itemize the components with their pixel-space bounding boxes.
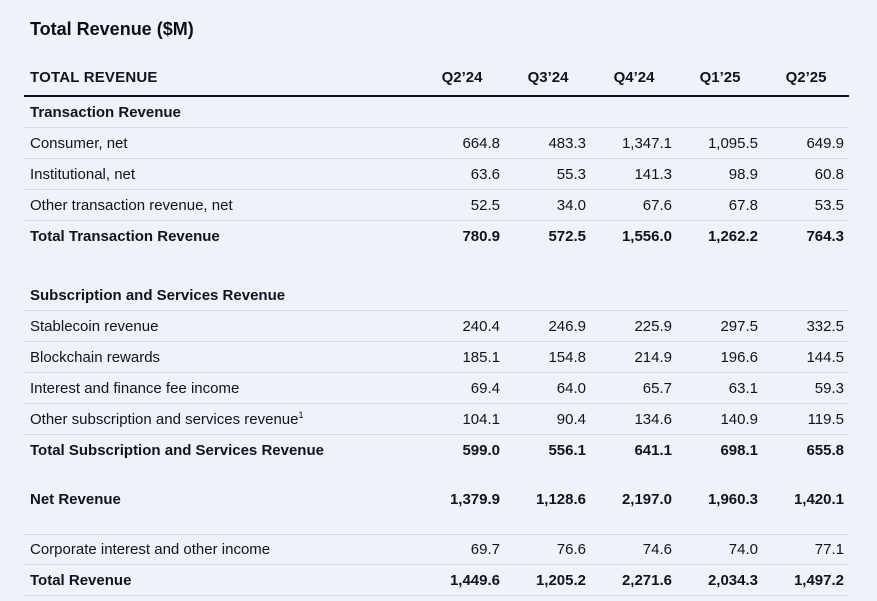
cell-value: 240.4 bbox=[462, 317, 500, 335]
revenue-table bbox=[24, 60, 849, 596]
cell-value: 119.5 bbox=[807, 410, 844, 428]
cell-value: 90.4 bbox=[556, 410, 586, 428]
table-row-net-revenue bbox=[24, 484, 849, 515]
cell-value: 297.5 bbox=[720, 317, 758, 335]
cell-value: 67.8 bbox=[728, 196, 758, 214]
cell-value: 764.3 bbox=[806, 228, 844, 245]
table-row-blockchain-rewards bbox=[24, 342, 849, 373]
cell-value: 76.6 bbox=[556, 541, 586, 558]
cell-value: 246.9 bbox=[548, 317, 586, 335]
cell-value: 65.7 bbox=[642, 379, 672, 397]
table-row-other-transaction-revenue bbox=[24, 190, 849, 221]
cell-value: 2,034.3 bbox=[707, 571, 758, 589]
row-label: Consumer, net bbox=[30, 134, 128, 152]
cell-value: 1,449.6 bbox=[449, 571, 500, 589]
table-row-stablecoin-revenue bbox=[24, 311, 849, 342]
section-spacer bbox=[24, 515, 849, 534]
cell-value: 780.9 bbox=[462, 228, 500, 245]
cell-value: 34.0 bbox=[556, 196, 586, 214]
cell-value: 214.9 bbox=[634, 348, 672, 366]
row-label: Blockchain rewards bbox=[30, 348, 161, 366]
cell-value: 63.6 bbox=[470, 165, 500, 183]
cell-value: 649.9 bbox=[806, 134, 844, 152]
cell-value: 196.6 bbox=[720, 348, 758, 366]
cell-value: 69.4 bbox=[470, 379, 500, 397]
section-header-subscription-services-revenue bbox=[24, 280, 849, 311]
table-header-label: TOTAL REVENUE bbox=[30, 69, 158, 86]
cell-value: 77.1 bbox=[814, 541, 844, 558]
table-header-row bbox=[24, 60, 849, 97]
row-label: Institutional, net bbox=[30, 165, 136, 183]
section-spacer bbox=[24, 466, 849, 484]
cell-value: 74.0 bbox=[728, 541, 758, 558]
column-header-q1-25: Q1’25 bbox=[699, 69, 741, 86]
row-label: Other transaction revenue, net bbox=[30, 196, 233, 214]
row-label: Net Revenue bbox=[30, 491, 121, 508]
column-header-q4-24: Q4’24 bbox=[613, 69, 655, 86]
cell-value: 332.5 bbox=[806, 317, 844, 335]
cell-value: 98.9 bbox=[728, 165, 758, 183]
cell-value: 483.3 bbox=[548, 134, 586, 152]
row-label: Total Subscription and Services Revenue bbox=[30, 442, 324, 459]
section-label: Transaction Revenue bbox=[30, 103, 181, 121]
cell-value: 141.3 bbox=[634, 165, 672, 183]
table-row-total-subscription-services-revenue bbox=[24, 435, 849, 466]
cell-value: 1,556.0 bbox=[621, 228, 672, 245]
cell-value: 572.5 bbox=[548, 228, 586, 245]
row-label: Stablecoin revenue bbox=[30, 317, 159, 335]
cell-value: 1,420.1 bbox=[793, 491, 844, 508]
cell-value: 55.3 bbox=[556, 165, 586, 183]
cell-value: 64.0 bbox=[556, 379, 586, 397]
cell-value: 52.5 bbox=[470, 196, 500, 214]
section-label: Subscription and Services Revenue bbox=[30, 286, 286, 304]
column-header-q3-24: Q3’24 bbox=[527, 69, 569, 86]
table-row-interest-finance-fee-income bbox=[24, 373, 849, 404]
cell-value: 53.5 bbox=[814, 196, 844, 214]
cell-value: 1,128.6 bbox=[535, 491, 586, 508]
cell-value: 63.1 bbox=[728, 379, 758, 397]
cell-value: 185.1 bbox=[462, 348, 500, 366]
cell-value: 154.8 bbox=[548, 348, 586, 366]
cell-value: 1,095.5 bbox=[707, 134, 758, 152]
section-header-transaction-revenue bbox=[24, 97, 849, 128]
column-header-q2-25: Q2’25 bbox=[785, 69, 827, 86]
table-row-consumer-net bbox=[24, 128, 849, 159]
row-label bbox=[24, 411, 419, 428]
cell-value: 225.9 bbox=[634, 317, 672, 335]
table-row-total-transaction-revenue bbox=[24, 221, 849, 252]
table-row-institutional-net bbox=[24, 159, 849, 190]
cell-value: 59.3 bbox=[814, 379, 844, 397]
cell-value: 599.0 bbox=[462, 442, 500, 459]
table-row-corporate-interest-other-income bbox=[24, 534, 849, 565]
cell-value: 655.8 bbox=[806, 442, 844, 459]
cell-value: 1,960.3 bbox=[707, 491, 758, 508]
cell-value: 664.8 bbox=[462, 134, 500, 152]
row-label-text: Other subscription and services revenue bbox=[30, 410, 299, 428]
cell-value: 2,271.6 bbox=[621, 571, 672, 589]
section-spacer bbox=[24, 252, 849, 280]
cell-value: 140.9 bbox=[720, 410, 758, 428]
cell-value: 1,497.2 bbox=[793, 571, 844, 589]
cell-value: 2,197.0 bbox=[621, 491, 672, 508]
cell-value: 60.8 bbox=[814, 165, 844, 183]
row-label: Total Revenue bbox=[30, 571, 132, 589]
cell-value: 1,262.2 bbox=[707, 228, 758, 245]
cell-value: 104.1 bbox=[462, 410, 500, 428]
cell-value: 67.6 bbox=[642, 196, 672, 214]
page-title: Total Revenue ($M) bbox=[30, 19, 194, 39]
footnote-marker: 1 bbox=[298, 409, 304, 420]
column-header-q2-24: Q2’24 bbox=[441, 69, 483, 86]
cell-value: 1,379.9 bbox=[449, 491, 500, 508]
cell-value: 74.6 bbox=[642, 541, 672, 558]
cell-value: 134.6 bbox=[634, 410, 672, 428]
cell-value: 1,347.1 bbox=[621, 134, 672, 152]
cell-value: 1,205.2 bbox=[535, 571, 586, 589]
row-label: Interest and finance fee income bbox=[30, 379, 240, 397]
cell-value: 698.1 bbox=[720, 442, 758, 459]
row-label: Corporate interest and other income bbox=[30, 541, 271, 558]
cell-value: 641.1 bbox=[634, 442, 672, 459]
table-row-total-revenue bbox=[24, 565, 849, 596]
cell-value: 556.1 bbox=[548, 442, 586, 459]
cell-value: 69.7 bbox=[470, 541, 500, 558]
table-row-other-subscription-services-revenue bbox=[24, 404, 849, 435]
cell-value: 144.5 bbox=[806, 348, 844, 366]
row-label: Total Transaction Revenue bbox=[30, 228, 220, 245]
